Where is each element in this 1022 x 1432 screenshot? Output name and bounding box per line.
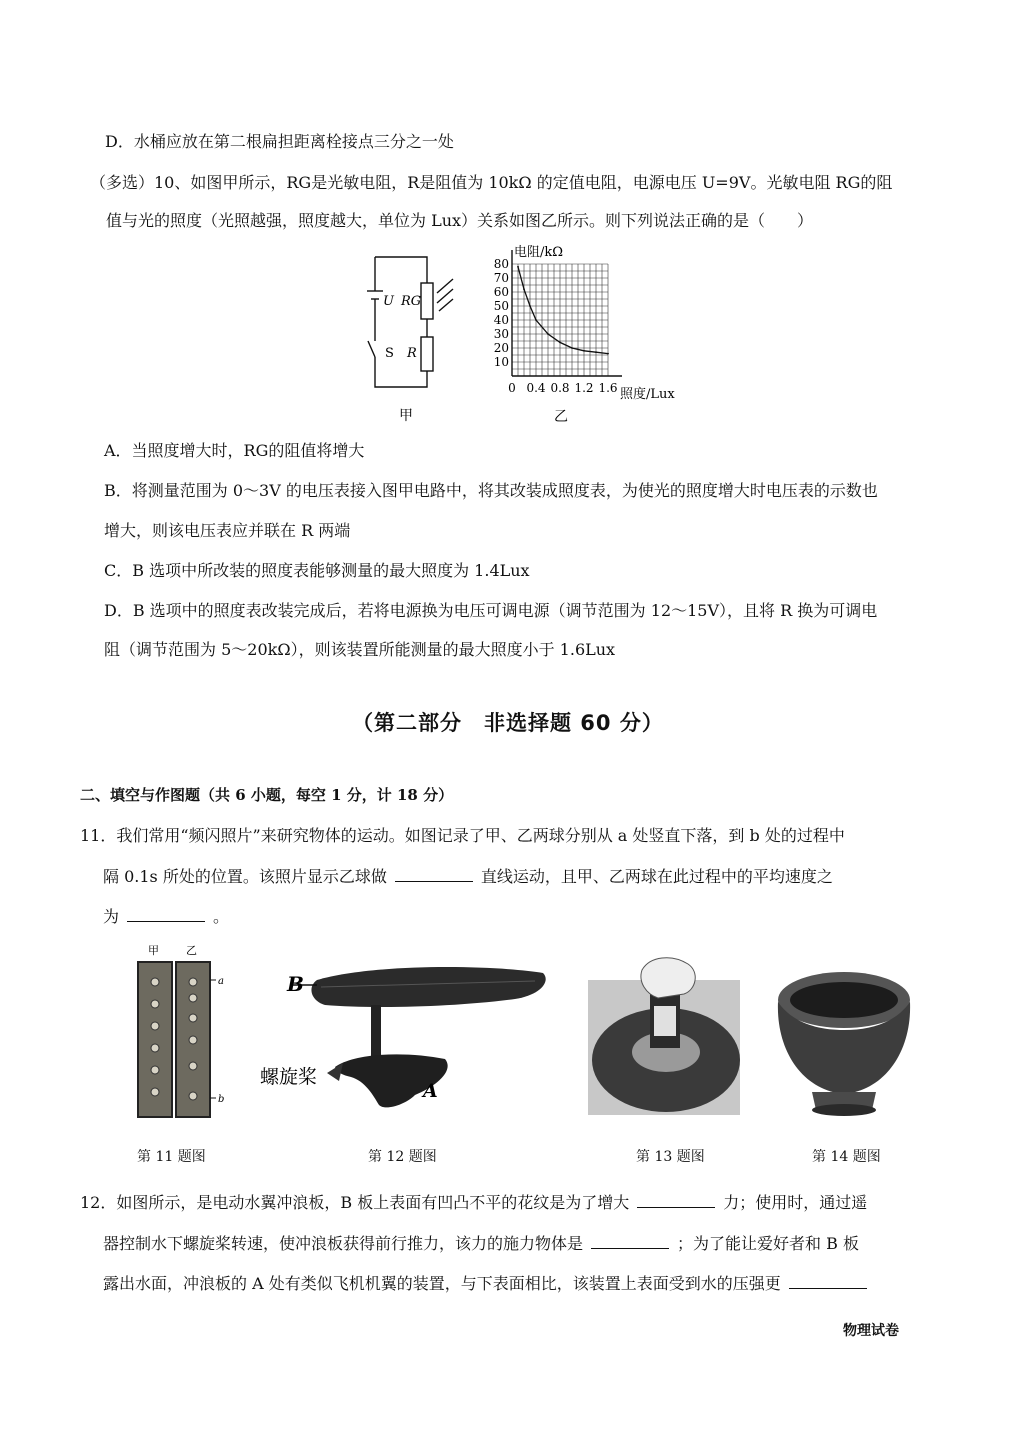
part-two-title: （第二部分 非选择题 60 分） <box>352 711 664 735</box>
q11-label-yi: 乙 <box>186 944 197 957</box>
chart-y-tick-label: 60 <box>493 285 509 299</box>
q12-label-a: A <box>423 1080 438 1102</box>
chart-y-tick-label: 70 <box>493 271 509 285</box>
q12-line2-text-b: ；为了能让爱好者和 B 板 <box>677 1234 859 1253</box>
circuit-label-r: R <box>407 346 417 361</box>
q12-hydrofoil-board-figure <box>255 955 555 1120</box>
q10-option-d-line2: 阻（调节范围为 5～20kΩ），则该装置所能测量的最大照度小于 1.6Lux <box>104 640 616 659</box>
caption-fig14: 第 14 题图 <box>812 1149 881 1165</box>
q9-option-d: D．水桶应放在第二根扁担距离栓接点三分之一处 <box>105 132 454 151</box>
chart-y-tick-label: 40 <box>493 313 509 327</box>
chart-x-tick-label: 0.4 <box>526 381 546 395</box>
caption-fig13: 第 13 题图 <box>636 1149 705 1165</box>
illuminance-resistance-chart <box>478 240 698 430</box>
q12-blank-3[interactable] <box>789 1272 867 1289</box>
page-footer: 物理试卷 <box>843 1323 899 1339</box>
chart-ylabel: 电阻/kΩ <box>514 245 564 260</box>
section-two-header: 二、填空与作图题（共 6 小题，每空 1 分，计 18 分） <box>80 786 454 804</box>
chart-x-tick-label: 1.2 <box>574 381 594 395</box>
chart-y-tick-label: 50 <box>493 299 509 313</box>
chart-x-tick-label: 0.8 <box>550 381 570 395</box>
q12-line1 <box>80 1191 867 1214</box>
circuit-label-s: S <box>385 346 394 361</box>
chart-x-tick-label: 0 <box>508 381 516 395</box>
q11-label-jia: 甲 <box>148 944 159 957</box>
circuit-caption: 甲 <box>399 408 413 424</box>
chart-caption: 乙 <box>554 409 568 425</box>
q13-photo <box>588 950 740 1115</box>
circuit-diagram <box>355 245 455 430</box>
chart-y-tick-label: 80 <box>493 257 509 271</box>
chart-x-tick-label: 1.6 <box>598 381 618 395</box>
circuit-label-rg: RG <box>401 294 422 309</box>
q10-option-b-line2: 增大，则该电压表应并联在 R 两端 <box>104 521 351 540</box>
q10-option-d-line1: D．B 选项中的照度表改装完成后，若将电源换为电压可调电源（调节范围为 12～15V），且将 R 换为可调电 <box>104 601 878 620</box>
q10-option-a: A．当照度增大时，RG的阻值将增大 <box>104 441 365 460</box>
chart-y-tick-label: 10 <box>493 355 509 369</box>
q11-strobe-photo <box>130 940 240 1120</box>
q12-blank-2[interactable] <box>591 1232 669 1249</box>
circuit-label-u: U <box>383 294 394 309</box>
q12-label-propeller: 螺旋桨 <box>260 1066 318 1088</box>
q11-line2-text-b: 直线运动，且甲、乙两球在此过程中的平均速度之 <box>480 867 833 886</box>
q10-option-c: C．B 选项中所改装的照度表能够测量的最大照度为 1.4Lux <box>104 561 530 580</box>
q14-bowl-photo <box>772 960 916 1120</box>
q11-line2-text-a: 隔 0.1s 所处的位置。该照片显示乙球做 <box>103 867 387 886</box>
chart-series-line <box>518 267 608 354</box>
q12-line2 <box>103 1232 859 1255</box>
q10-stem-line1: （多选）10、如图甲所示，RG是光敏电阻，R是阻值为 10kΩ 的定值电阻，电源电压 U=9V。光敏电阻 RG的阻 <box>90 173 893 192</box>
q12-line3-text-a: 露出水面，冲浪板的 A 处有类似飞机机翼的装置，与下表面相比，该装置上表面受到水的压强更 <box>103 1274 781 1293</box>
q11-label-a: a <box>218 976 224 987</box>
q11-blank-1[interactable] <box>395 865 473 882</box>
q12-blank-1[interactable] <box>637 1191 715 1208</box>
caption-fig12: 第 12 题图 <box>368 1149 437 1165</box>
q11-blank-2[interactable] <box>127 905 205 922</box>
q11-line3-text-b: 。 <box>213 907 230 926</box>
chart-xlabel: 照度/Lux <box>620 387 675 402</box>
q10-stem-line2: 值与光的照度（光照越强，照度越大，单位为 Lux）关系如图乙所示。则下列说法正确的是（ ） <box>106 211 814 230</box>
caption-fig11: 第 11 题图 <box>137 1149 206 1165</box>
q11-line3 <box>103 905 229 928</box>
q12-line1-text-b: 力；使用时，通过遥 <box>723 1193 868 1212</box>
q12-line2-text-a: 器控制水下螺旋桨转速，使冲浪板获得前行推力，该力的施力物体是 <box>103 1234 584 1253</box>
q12-line1-text-a: 12．如图所示，是电动水翼冲浪板，B 板上表面有凹凸不平的花纹是为了增大 <box>80 1193 630 1212</box>
q11-line3-text-a: 为 <box>103 907 120 926</box>
chart-y-tick-label: 20 <box>493 341 509 355</box>
q12-label-b: B <box>287 972 304 996</box>
chart-y-tick-label: 30 <box>493 327 509 341</box>
q11-line2 <box>103 865 833 888</box>
q11-label-b: b <box>218 1094 225 1105</box>
q12-line3 <box>103 1272 875 1295</box>
q10-option-b-line1: B．将测量范围为 0～3V 的电压表接入图甲电路中，将其改装成照度表，为使光的照度增大时电压表的示数也 <box>104 481 878 500</box>
q11-line1: 11．我们常用“频闪照片”来研究物体的运动。如图记录了甲、乙两球分别从 a 处竖直下落，到 b 处的过程中 <box>80 826 845 845</box>
